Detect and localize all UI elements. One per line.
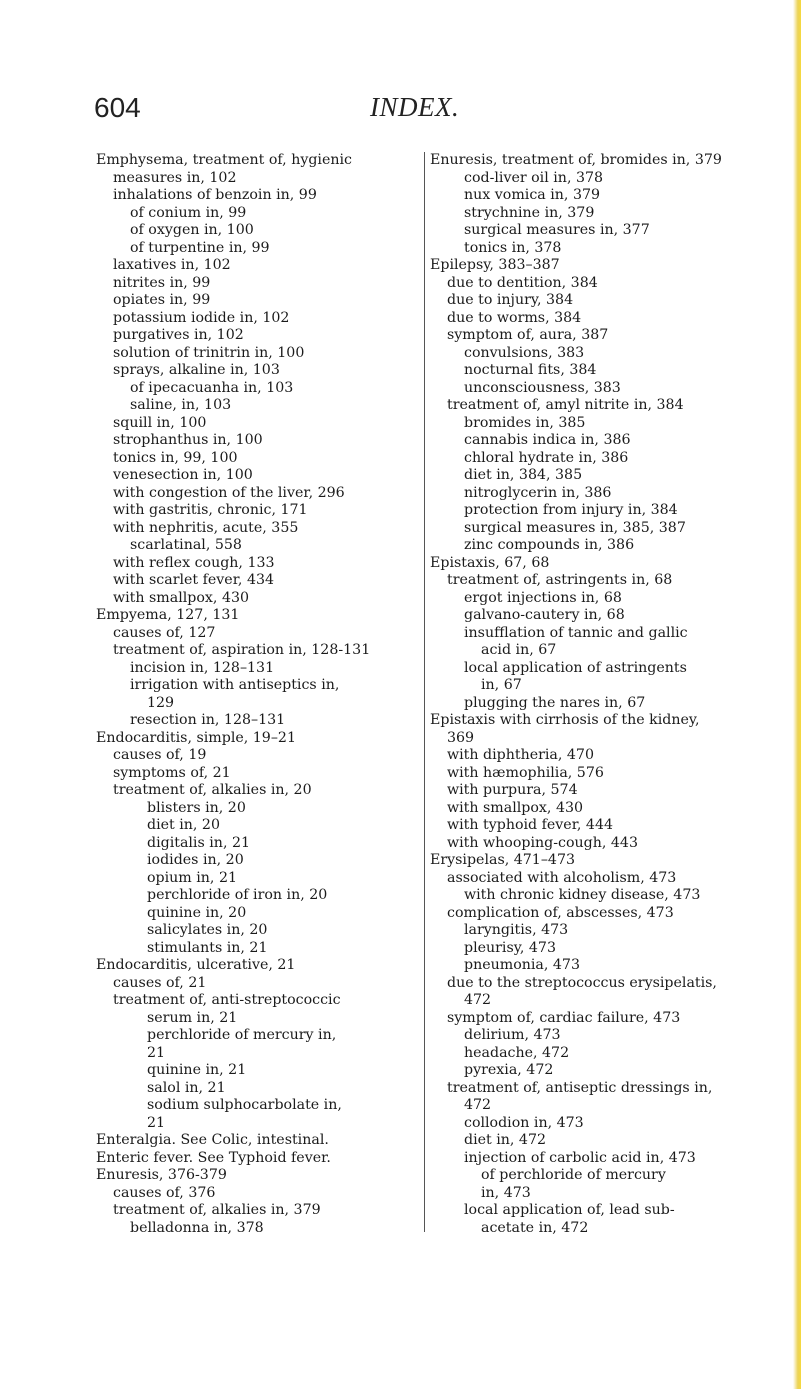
index-subentry: headache, 472 [464, 1044, 570, 1061]
index-subentry: cannabis indica in, 386 [464, 432, 631, 448]
index-subentry: with purpura, 574 [447, 782, 578, 798]
index-subentry: causes of, 21 [113, 974, 207, 991]
index-subentry: sodium sulphocarbolate in, [147, 1097, 342, 1113]
index-subentry: acetate in, 472 [481, 1219, 589, 1236]
index-subentry: treatment of, alkalies in, 379 [113, 1202, 321, 1218]
index-subentry: digitalis in, 21 [147, 834, 251, 851]
index-subentry: potassium iodide in, 102 [113, 309, 290, 326]
index-subentry: scarlatinal, 558 [130, 537, 242, 553]
index-subentry: treatment of, amyl nitrite in, 384 [447, 397, 684, 413]
index-subentry: causes of, 127 [113, 624, 216, 641]
index-column-right [430, 152, 762, 1237]
index-subentry: with reflex cough, 133 [113, 554, 275, 571]
index-subentry: surgical measures in, 385, 387 [464, 519, 686, 536]
index-subentry: acid in, 67 [481, 642, 557, 658]
index-subentry: unconsciousness, 383 [464, 379, 621, 396]
index-subentry: bromides in, 385 [464, 414, 586, 431]
index-subentry: 472 [464, 1097, 492, 1113]
index-subentry: inhalations of benzoin in, 99 [113, 187, 317, 203]
index-subentry: squill in, 100 [113, 414, 207, 431]
index-heading-entry: Empyema, 127, 131 [96, 607, 240, 623]
index-subentry: insufflation of tannic and gallic [464, 624, 688, 641]
index-heading-entry: Enuresis, treatment of, bromides in, 379 [430, 152, 722, 168]
index-subentry: 129 [147, 694, 175, 711]
index-subentry: 21 [147, 1044, 166, 1061]
index-subentry: salicylates in, 20 [147, 922, 268, 938]
index-subentry: with chronic kidney disease, 473 [464, 887, 701, 903]
index-subentry: symptoms of, 21 [113, 764, 231, 781]
index-subentry: measures in, 102 [113, 169, 237, 186]
index-subentry: venesection in, 100 [113, 467, 253, 483]
index-subentry: pneumonia, 473 [464, 957, 580, 973]
index-subentry: cod-liver oil in, 378 [464, 169, 604, 186]
index-subentry: symptom of, cardiac failure, 473 [447, 1009, 681, 1026]
index-subentry: symptom of, aura, 387 [447, 327, 609, 343]
index-subentry: convulsions, 383 [464, 344, 585, 361]
index-subentry: with gastritis, chronic, 171 [113, 502, 308, 518]
index-column-left [96, 152, 420, 1237]
index-subentry: of ipecacuanha in, 103 [130, 379, 294, 396]
index-subentry: with nephritis, acute, 355 [113, 519, 299, 536]
index-subentry: belladonna in, 378 [130, 1219, 264, 1236]
index-subentry: with congestion of the liver, 296 [113, 484, 345, 501]
index-subentry: iodides in, 20 [147, 852, 244, 868]
index-subentry: tonics in, 378 [464, 239, 562, 256]
index-subentry: blisters in, 20 [147, 799, 246, 816]
index-subentry: incision in, 128–131 [130, 659, 275, 676]
index-subentry: salol in, 21 [147, 1079, 226, 1096]
index-subentry: in, 67 [481, 677, 522, 693]
index-subentry: diet in, 20 [147, 817, 220, 833]
index-subentry: resection in, 128–131 [130, 712, 286, 728]
index-subentry: delirium, 473 [464, 1027, 561, 1043]
index-heading-entry: Enuresis, 376-379 [96, 1167, 227, 1183]
index-subentry: treatment of, astringents in, 68 [447, 572, 673, 588]
running-title: INDEX. [370, 92, 460, 122]
index-subentry: diet in, 472 [464, 1132, 547, 1148]
index-subentry: saline, in, 103 [130, 397, 232, 413]
index-subentry: 472 [464, 992, 492, 1008]
index-subentry: tonics in, 99, 100 [113, 449, 238, 466]
index-heading-entry: Enteralgia. See Colic, intestinal. [96, 1132, 329, 1148]
index-subentry: associated with alcoholism, 473 [447, 869, 677, 886]
index-subentry: protection from injury in, 384 [464, 502, 678, 518]
index-heading-entry: Enteric fever. See Typhoid fever. [96, 1149, 331, 1166]
index-subentry: of turpentine in, 99 [130, 239, 270, 256]
index-subentry: with typhoid fever, 444 [447, 817, 614, 833]
index-subentry: with whooping-cough, 443 [447, 834, 638, 851]
index-heading-entry: Emphysema, treatment of, hygienic [96, 152, 352, 168]
index-heading-entry: Epistaxis, 67, 68 [430, 554, 550, 571]
index-subentry: collodion in, 473 [464, 1114, 584, 1131]
index-subentry: surgical measures in, 377 [464, 222, 650, 238]
index-subentry: with smallpox, 430 [447, 799, 584, 816]
index-subentry: strophanthus in, 100 [113, 432, 263, 448]
index-subentry: in, 473 [481, 1184, 531, 1201]
index-subentry: local application of, lead sub- [464, 1202, 675, 1218]
index-subentry: injection of carbolic acid in, 473 [464, 1149, 696, 1166]
index-subentry: serum in, 21 [147, 1009, 238, 1026]
index-subentry: treatment of, aspiration in, 128-131 [113, 642, 371, 658]
index-subentry: complication of, abscesses, 473 [447, 904, 674, 921]
index-heading-entry: Epistaxis with cirrhosis of the kidney, [430, 712, 700, 728]
index-subentry: with smallpox, 430 [113, 589, 250, 606]
index-heading-entry: Endocarditis, simple, 19–21 [96, 729, 296, 746]
index-subentry: treatment of, alkalies in, 20 [113, 782, 312, 798]
index-subentry: nitrites in, 99 [113, 274, 211, 291]
index-subentry: stimulants in, 21 [147, 939, 268, 956]
index-subentry: of perchloride of mercury [481, 1167, 666, 1183]
index-heading-entry: Epilepsy, 383–387 [430, 257, 560, 273]
index-subentry: due to the streptococcus erysipelatis, [447, 974, 717, 991]
index-subentry: ergot injections in, 68 [464, 589, 622, 606]
index-subentry: perchloride of iron in, 20 [147, 887, 328, 903]
index-subentry: irrigation with antiseptics in, [130, 677, 340, 693]
index-subentry: with diphtheria, 470 [447, 747, 594, 763]
page-number: 604 [94, 92, 141, 123]
index-subentry: 369 [447, 729, 475, 746]
index-subentry: nocturnal fits, 384 [464, 362, 597, 378]
index-subentry: pyrexia, 472 [464, 1062, 554, 1078]
index-subentry: plugging the nares in, 67 [464, 694, 646, 711]
index-subentry: chloral hydrate in, 386 [464, 449, 629, 466]
index-subentry: nitroglycerin in, 386 [464, 484, 612, 501]
index-subentry: nux vomica in, 379 [464, 187, 601, 203]
index-subentry: 21 [147, 1114, 166, 1131]
index-subentry: strychnine in, 379 [464, 204, 595, 221]
index-heading-entry: Erysipelas, 471–473 [430, 852, 575, 868]
index-subentry: quinine in, 21 [147, 1062, 247, 1078]
index-subentry: purgatives in, 102 [113, 327, 244, 343]
index-subentry: of conium in, 99 [130, 204, 247, 221]
index-subentry: due to dentition, 384 [447, 274, 598, 291]
page-header [0, 92, 801, 132]
index-subentry: with hæmophilia, 576 [447, 764, 604, 781]
index-subentry: opiates in, 99 [113, 292, 211, 308]
index-subentry: laxatives in, 102 [113, 257, 231, 273]
index-subentry: solution of trinitrin in, 100 [113, 344, 305, 361]
index-subentry: perchloride of mercury in, [147, 1027, 337, 1043]
index-subentry: diet in, 384, 385 [464, 467, 583, 483]
index-subentry: opium in, 21 [147, 869, 238, 886]
column-divider [424, 152, 425, 1232]
index-subentry: zinc compounds in, 386 [464, 537, 635, 553]
index-subentry: sprays, alkaline in, 103 [113, 362, 280, 378]
index-subentry: pleurisy, 473 [464, 939, 556, 956]
index-subentry: with scarlet fever, 434 [113, 572, 275, 588]
index-subentry: laryngitis, 473 [464, 922, 569, 938]
index-subentry: galvano-cautery in, 68 [464, 607, 625, 623]
index-subentry: treatment of, anti-streptococcic [113, 992, 341, 1008]
index-subentry: due to injury, 384 [447, 292, 574, 308]
index-subentry: causes of, 376 [113, 1184, 216, 1201]
index-heading-entry: Endocarditis, ulcerative, 21 [96, 957, 296, 973]
page-edge [793, 0, 801, 1389]
index-subentry: of oxygen in, 100 [130, 222, 254, 238]
index-subentry: due to worms, 384 [447, 309, 582, 326]
index-subentry: quinine in, 20 [147, 904, 247, 921]
index-subentry: causes of, 19 [113, 747, 207, 763]
index-subentry: treatment of, antiseptic dressings in, [447, 1079, 713, 1096]
index-subentry: local application of astringents [464, 659, 687, 676]
